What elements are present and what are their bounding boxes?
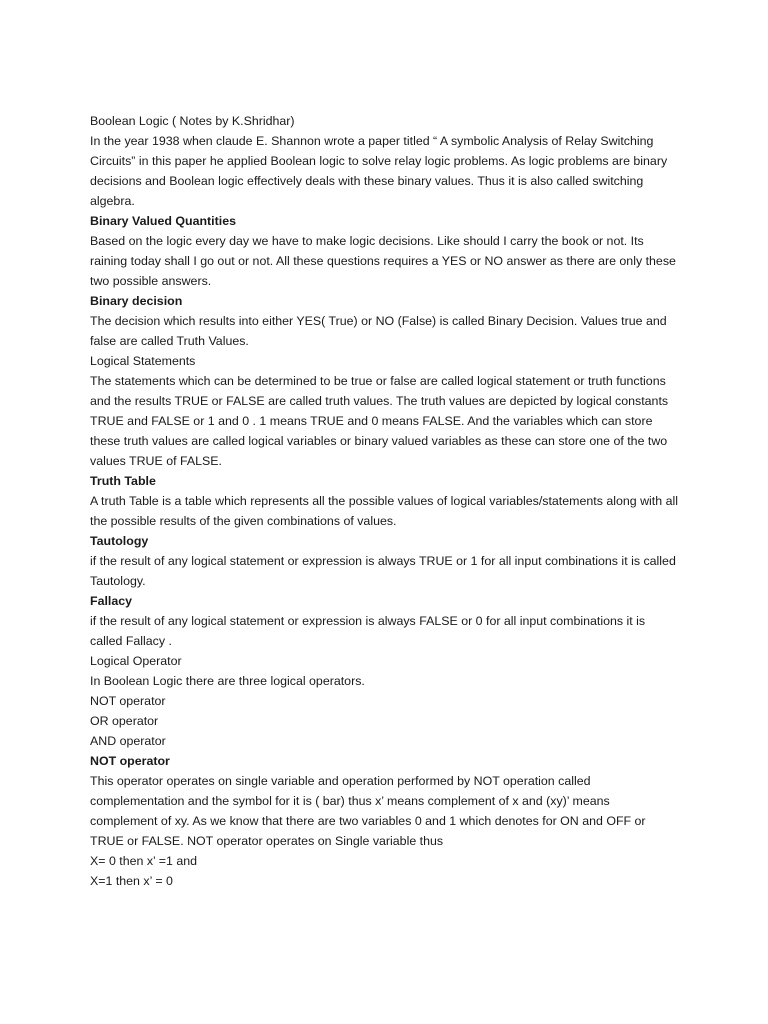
logical-operator-heading: Logical Operator: [90, 654, 182, 668]
not-operator-paragraph: This operator operates on single variable and operation performed by NOT operation called complementation and the symbol for it is ( bar) thus x’ means complement of x and (xy)’ means complement of xy. As we know that there are two variables 0 and 1 which denotes for ON and OFF or TRUE or FALSE. NOT operator operates on Single variable thus: [90, 774, 646, 848]
operator-list-item: NOT operator: [90, 694, 166, 708]
tautology-heading: Tautology: [90, 534, 149, 548]
operator-list-item: OR operator: [90, 714, 159, 728]
binary-valued-paragraph: Based on the logic every day we have to make logic decisions. Like should I carry the book or not. Its raining today shall I go out or not. All these questions requires a YES or NO answer as there are only these two possible answers.: [90, 234, 676, 288]
logical-statements-heading: Logical Statements: [90, 354, 196, 368]
not-example-line: X= 0 then x’ =1 and: [90, 854, 198, 868]
tautology-paragraph: if the result of any logical statement or expression is always TRUE or 1 for all input combinations it is called Tautology.: [90, 554, 676, 588]
logical-operator-paragraph: In Boolean Logic there are three logical operators.: [90, 674, 365, 688]
binary-valued-heading: Binary Valued Quantities: [90, 214, 236, 228]
truth-table-heading: Truth Table: [90, 474, 156, 488]
logical-statements-paragraph: The statements which can be determined to be true or false are called logical statement or truth functions and the results TRUE or FALSE are called truth values. The truth values are depicted by logical constants TRUE and FALSE or 1 and 0 . 1 means TRUE and 0 means FALSE. And the variables which can store these truth values are called logical variables or binary valued variables as these can store one of the two values TRUE of FALSE.: [90, 374, 669, 468]
not-example-line: X=1 then x’ = 0: [90, 874, 173, 888]
document-title: Boolean Logic ( Notes by K.Shridhar): [90, 114, 295, 128]
not-operator-heading: NOT operator: [90, 754, 170, 768]
intro-paragraph: In the year 1938 when claude E. Shannon wrote a paper titled “ A symbolic Analysis of Relay Switching Circuits” in this paper he applied Boolean logic to solve relay logic problems. As logic problems are binary decisions and Boolean logic effectively deals with these binary values. Thus it is also called switching algebra.: [90, 134, 668, 208]
document-body: [90, 111, 680, 891]
operator-list-item: AND operator: [90, 734, 166, 748]
binary-decision-paragraph: The decision which results into either YES( True) or NO (False) is called Binary Decision. Values true and false are called Truth Values.: [90, 314, 667, 348]
truth-table-paragraph: A truth Table is a table which represents all the possible values of logical variables/statements along with all the possible results of the given combinations of values.: [90, 494, 678, 528]
fallacy-heading: Fallacy: [90, 594, 133, 608]
fallacy-paragraph: if the result of any logical statement or expression is always FALSE or 0 for all input combinations it is called Fallacy .: [90, 614, 646, 648]
binary-decision-heading: Binary decision: [90, 294, 183, 308]
